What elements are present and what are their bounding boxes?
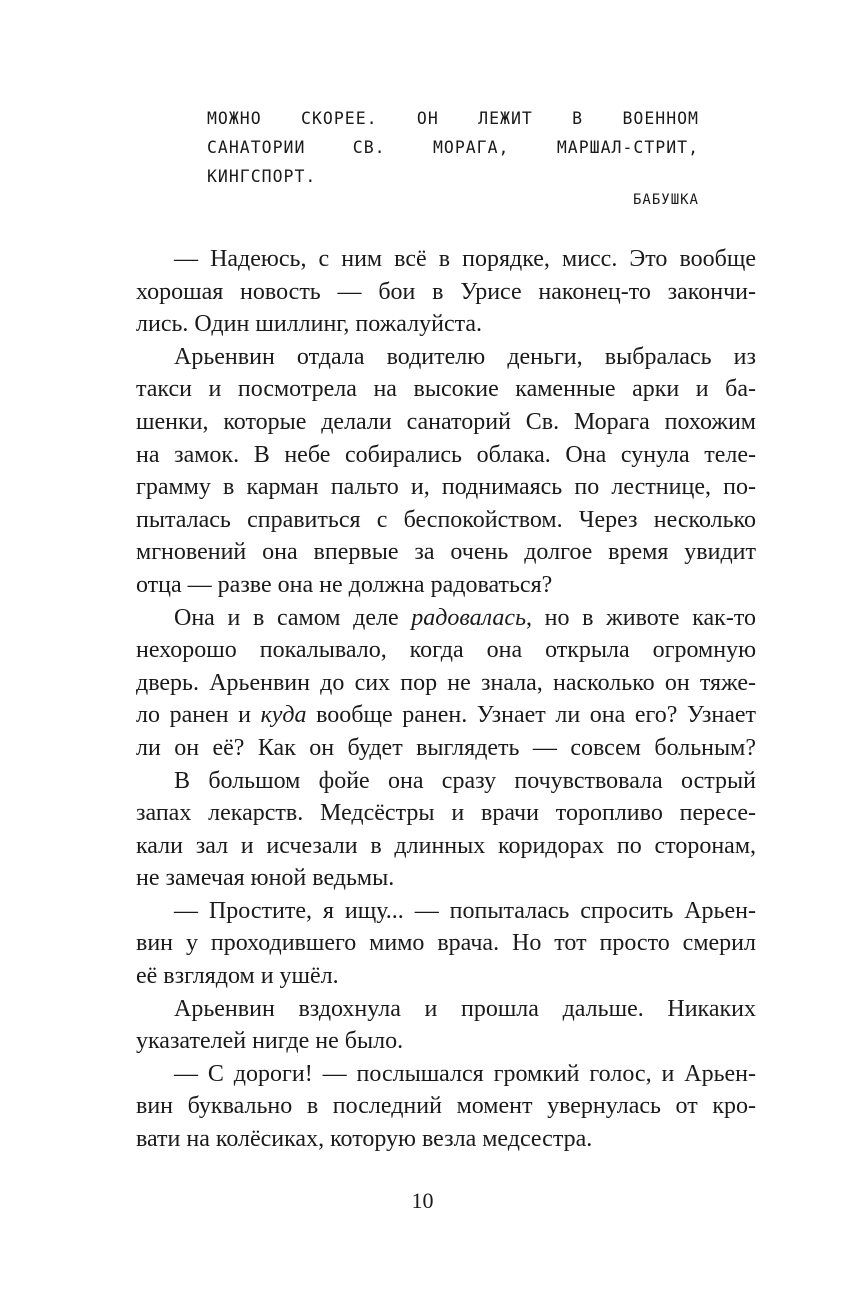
text-line: дверь. Арьенвин до сих пор не знала, насколько он тяже-	[136, 669, 756, 696]
text-run: Она и в самом деле	[174, 604, 412, 631]
text-line: запах лекарств. Медсёстры и врачи торопливо пересе-	[136, 800, 756, 827]
paragraph	[136, 1058, 756, 1156]
telegram-block	[207, 104, 699, 208]
text-line: вин буквально в последний момент увернулась от кро-	[136, 1093, 756, 1120]
text-line: Арьенвин вздохнула и прошла дальше. Никаких	[174, 995, 756, 1022]
text-run: ло ранен и	[136, 702, 261, 729]
text-line: шенки, которые делали санаторий Св. Морага похожим	[136, 408, 756, 435]
text-line: — Надеюсь, с ним всё в порядке, мисс. Это вообще	[174, 246, 756, 272]
text-line	[136, 602, 756, 635]
emphasis-text: куда	[260, 702, 307, 729]
telegram-signature: БАБУШКА	[632, 192, 699, 208]
text-line: пыталась справиться с беспокойством. Через несколько	[136, 506, 756, 533]
paragraph	[136, 341, 756, 602]
text-line: мгновений она впервые за очень долгое время увидит	[136, 539, 756, 566]
paragraph	[136, 243, 756, 341]
text-line: нехорошо покалывало, когда она открыла огромную	[136, 637, 756, 664]
page-number: 10	[411, 1188, 434, 1213]
text-line: хорошая новость — бои в Урисе наконец-то закончи-	[136, 278, 756, 305]
text-line: отца — разве она не должна радоваться?	[136, 571, 553, 598]
text-line: — Простите, я ищу... — попыталась спросить Арьен-	[174, 897, 756, 924]
emphasis-text: радовалась	[411, 604, 527, 631]
text-line: ли он её? Как он будет выглядеть — совсем больным?	[136, 734, 756, 761]
text-line: В большом фойе она сразу почувствовала острый	[174, 767, 756, 794]
telegram-line: МОЖНО СКОРЕЕ. ОН ЛЕЖИТ В ВОЕННОМ	[207, 109, 699, 128]
text-line: кали зал и исчезали в длинных коридорах по сторонам,	[136, 832, 756, 859]
text-line: такси и посмотрела на высокие каменные арки и ба-	[136, 376, 756, 403]
main-text	[136, 243, 756, 1156]
paragraph	[136, 602, 756, 765]
paragraph	[136, 895, 756, 993]
text-line: лись. Один шиллинг, пожалуйста.	[136, 311, 483, 338]
telegram-line: САНАТОРИИ СВ. МОРАГА, МАРШАЛ-СТРИТ,	[207, 138, 699, 157]
text-line: указателей нигде не было.	[136, 1028, 404, 1055]
text-line: — С дороги! — послышался громкий голос, и Арьен-	[174, 1060, 756, 1087]
text-line	[136, 699, 756, 732]
text-line: её взглядом и ушёл.	[136, 963, 339, 990]
text-line: на замок. В небе собирались облака. Она сунула теле-	[136, 441, 756, 468]
text-line: вати на колёсиках, которую везла медсестра.	[136, 1126, 593, 1153]
paragraph	[136, 993, 756, 1058]
text-run: , но в животе как-то	[526, 604, 756, 631]
text-run: вообще ранен. Узнает ли она его? Узнает	[306, 702, 757, 729]
paragraph	[136, 765, 756, 895]
telegram-line: КИНГСПОРТ.	[207, 167, 317, 186]
text-line: вин у проходившего мимо врача. Но тот просто смерил	[136, 930, 756, 957]
text-line: не замечая юной ведьмы.	[136, 865, 395, 892]
text-line: Арьенвин отдала водителю деньги, выбралась из	[174, 343, 756, 370]
text-line: грамму в карман пальто и, поднимаясь по лестнице, по-	[136, 474, 756, 501]
